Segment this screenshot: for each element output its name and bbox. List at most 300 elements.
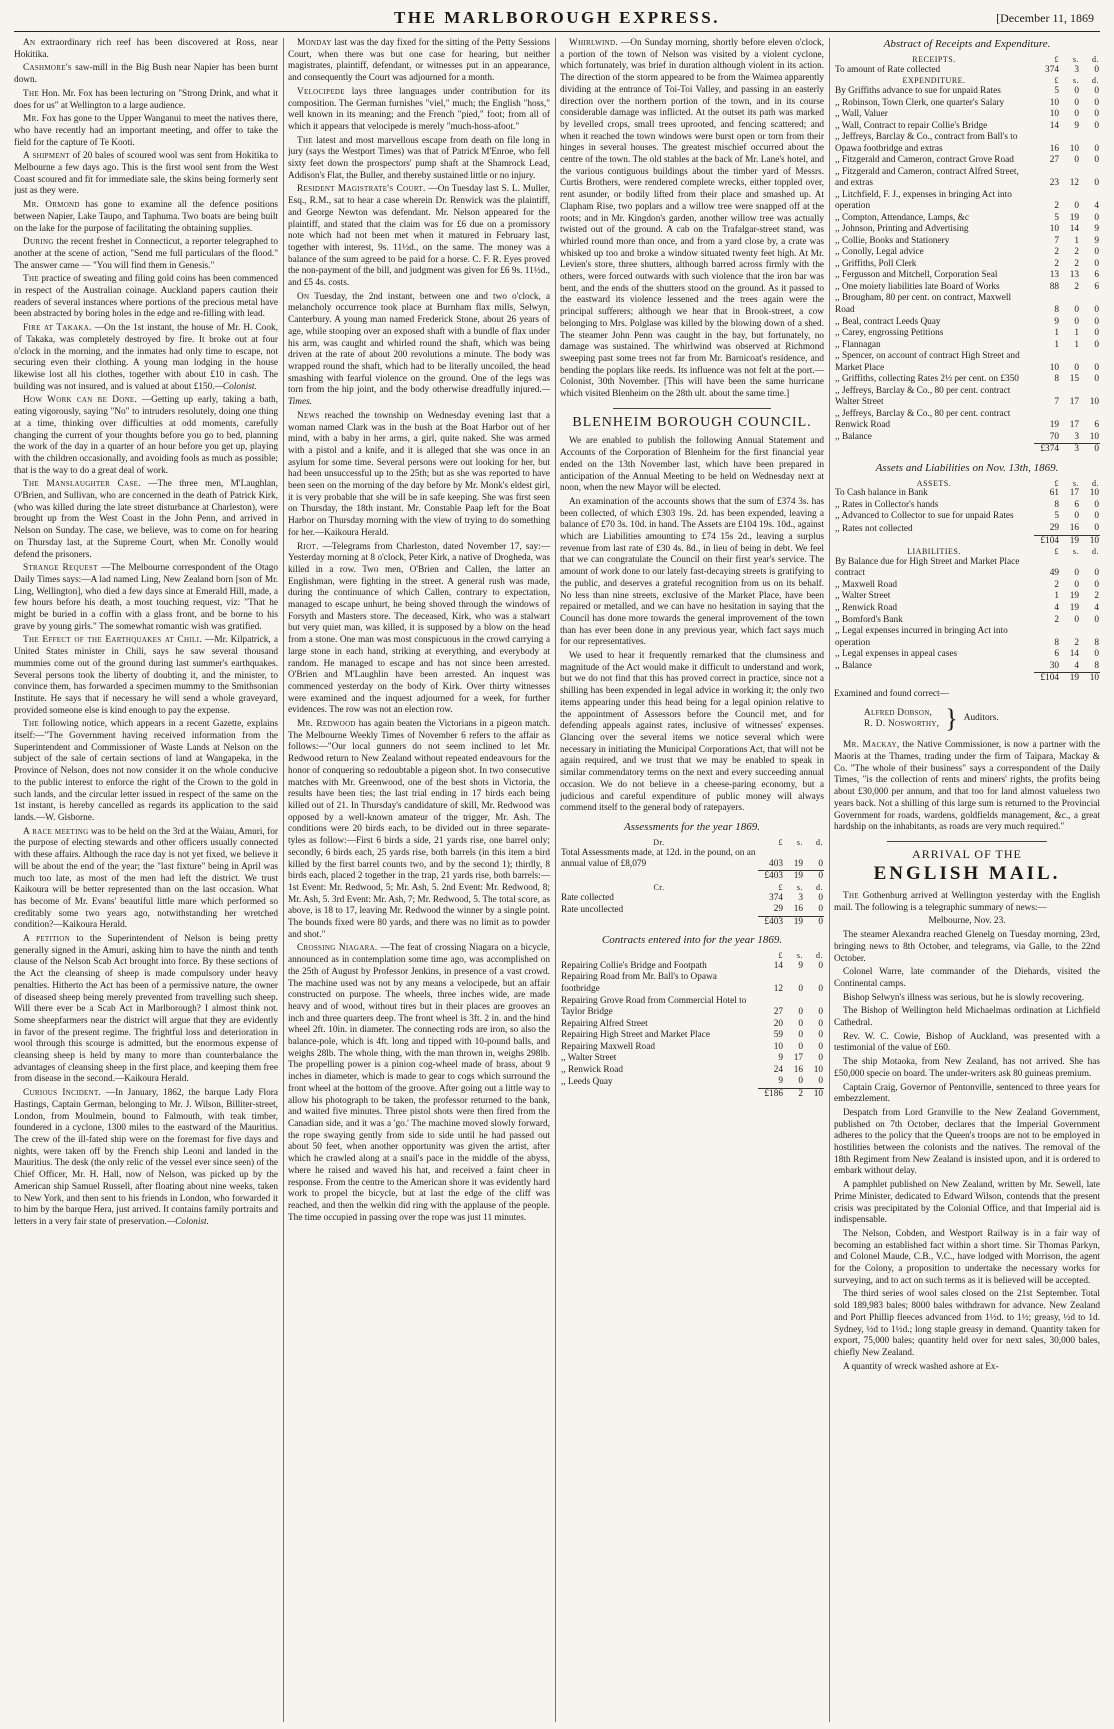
account-label: ,, Legal expenses incurred in bringing Act into operation [835,626,1008,648]
account-label: ,, Jeffreys, Barclay & Co., 80 per cent. contract Renwick Road [835,408,1011,431]
lsd-header: d. [816,837,823,847]
credit-header [560,883,824,893]
article-paragraph [14,635,278,717]
article-paragraph [288,292,550,409]
pounds-value: 374 [1045,64,1059,75]
lsd-header: £ [778,837,783,847]
article-paragraph [288,184,550,289]
lsd-header: s. [1072,76,1079,86]
account-label: ,, Griffiths, collecting Rates 2½ per cent. on £350 [835,374,1019,385]
account-row [834,580,1100,592]
account-row [834,259,1100,271]
shillings-value: 2 [1074,281,1079,292]
account-label: Repairing Alfred Street [561,1018,648,1029]
pounds-value: 29 [1049,523,1059,533]
newspaper-title: THE MARLBOROUGH EXPRESS. [394,8,720,27]
pounds-value: 13 [1049,270,1059,281]
shillings-value: 19 [784,871,804,883]
account-row [560,1030,824,1042]
pounds-value: 20 [773,1018,783,1029]
shillings-value: 0 [798,1041,803,1052]
account-label: ,, Fitzgerald and Cameron, contract Grove Road [835,155,1014,166]
pounds-value: 61 [1049,488,1059,499]
lsd-header: £ [1054,54,1059,64]
account-row [834,282,1100,294]
account-label: Total Assessments made, at 12d. in the pound, on an annual value of £8,079 [561,847,756,870]
pounds-value: 59 [773,1030,783,1041]
article-body: —The Melbourne correspondent of the Otago Daily Times says:—A lad named Ling, New Zealand born [son of Mr. Ling, Wellington], who died a few days since at Emerald Hill, made, a few hours before his death, a most touching request, viz: "That he might be buried in a coffin with a glass front, and be borne to his grave by young girls." The somewhat romantic wish was gratified. [14,563,278,632]
liabilities-table [834,547,1100,685]
article-body: —In January, 1862, the barque Lady Flora Hastings, Captain German, belonging to Mr. J. Wilson, Billiter-street, London, from Moulmein, bound to Falmouth, with teak timber, foundered in a cyclone, 1300 miles to the eastward of the Mauritius. The crew of the ill-fated ship were on the foremast for five days and nights, were taken off by the French ship Leoni and landed in the Mauritius. The desk (the only relic of the vessel ever since seen) of the Chief Officer, Mr. H. Hall, now of Nelson, was picked up by the American ship Samuel Russell, after floating about nine weeks, taken to New York, and then sent to his friends in London, who forwarded it to him by the barque Hera, just arrived. It contains family portraits and letters in a very fair state of preservation. [14,1088,278,1227]
shillings-value: 0 [1074,109,1079,120]
pounds-value: £374 [1034,444,1060,456]
article-body: lays three languages under contribution for its composition. The German furnishes "viel," much; the English "hoss," well known in its meaning; and the French "pied," foot; from all of which it appears that velocipede is merely "much-hoss-afoot." [288,86,550,132]
shillings-value: 19 [1060,535,1080,547]
account-row [560,916,824,928]
pounds-value: 403 [769,858,783,869]
article-lead: Fire at Takaka. [23,323,92,334]
account-row [834,661,1100,673]
article-paragraph [834,1057,1100,1080]
pence-value: 0 [1094,304,1099,315]
section-label: Dr. [653,837,665,847]
shillings-value: 2 [1074,637,1079,648]
pounds-value: 19 [1049,420,1059,431]
article-paragraph: An examination of the accounts shows that the sum of £374 3s. has been collected, of which £303 19s. 2d. has been expended, leaving a balance of £70 3s. 10d. in hand. The Assets are £104 19s. 10d., against which are Liabilities amounting to £74 15s 2d., leaving a surplus revenue from last rate of £30 4s. 8d., in lieu of being in debt. We feel that we can congratulate the Council on their first year's service. The amount of work done to our lately fast-decaying streets is gratifying to the public, and deserves a grateful recognition from us on its behalf. No less than nine streets, exclusive of the Market Place, have been repaired or metalled, and we can have no hesitation in saying that the Council has done more towards the general improvement of the town than has ever been done in any previous year, which fact says much for our representatives. [560,496,824,648]
article-lead: Mr. Redwood [297,719,356,730]
article-body: to the Superintendent of Nelson is being pretty generally signed in the Amuri, asking him to have the ninth and tenth clause of the Nelson Scab Act brought into force. By these sections of the Act the cleansing of sheep is made compulsory under heavy penalties. Hitherto the Act has been of a permissive nature, the owner of diseased sheep being merely prevented from travelling such sheep. Will there ever be a Scab Act in Marlborough? I almost think not. Some sheepfarmers near the district will argue that they are evidently in favor of the present regime. The frightful loss and deterioration in wool through this scourge is admitted, but the enormous expense of cleansing sheep is held by many to more than counterbalance the advantages of cleansing sheep in the first place, and keeping them free from disease in the second.—Kaikoura Herald. [14,934,278,1085]
article-body: —Getting up early, taking a bath, eating vigorously, saying "No" to intruders resolutely, doing one thing at a time, thinking over difficulties at odd moments, carefully changing the current of your thoughts before you go to bed, planning the work of the day in a quarter of an hour before you get up, playing with the children occasionally, and avoiding fools as much as possible; that is the way to do a great deal of work. [14,395,278,476]
shillings-value: 0 [1074,362,1079,373]
pounds-value: 5 [1054,511,1059,522]
pence-value: 0 [1094,568,1099,579]
account-row [834,649,1100,661]
receipts-table [834,55,1100,76]
masthead [14,4,1100,32]
account-row [560,972,824,995]
article-lead: The [297,135,313,146]
pounds-value: 8 [1054,499,1059,510]
shillings-value: 0 [1074,201,1079,212]
article-body: A pamphlet published on New Zealand, written by Mr. Sewell, late Prime Minister, dedicated to Edward Wilson, contends that the present crisis was precipitated by the Colonial Office, and that Imperial aid is indispensable. [834,1180,1100,1226]
article-body: Melbourne, Nov. 23. [928,916,1006,927]
pence-value: 0 [818,1053,823,1064]
column-3 [560,38,824,1722]
article-body: Gothenburg arrived at Wellington yesterday with the English mail. The following is a telegraphic summary of news:— [834,890,1100,913]
article-paragraph [14,89,278,112]
shillings-value: 17 [1069,488,1079,499]
account-row [834,591,1100,603]
lsd-header: s. [1072,547,1079,557]
pounds-value: £403 [758,871,784,883]
article-paragraph [834,1083,1100,1106]
pounds-value: 9 [1054,316,1059,327]
article-lead: Cashmore's [23,63,72,74]
english-mail-heading: ENGLISH MAIL. [873,863,1061,885]
abstract-title: Abstract of Receipts and Expenditure. [883,38,1051,50]
pence-value: 4 [1094,201,1099,212]
article-paragraph [834,916,1100,928]
pence-value: 8 [1094,637,1099,648]
pounds-value: 24 [773,1064,783,1075]
account-row [834,293,1100,316]
article-body: has gone to examine all the defence positions between Napier, Lake Taupo, and Taphuma. Two boats are being built on the lake for the purpose of facilitating the obtaining supplies. [14,200,278,234]
article-lead: The [843,890,859,901]
article-lead: On [297,291,310,302]
lsd-header: d. [1092,76,1099,86]
pence-value: 0 [1094,614,1099,625]
account-row [834,155,1100,167]
account-label [560,871,758,883]
account-label: ,, Wall, Contract to repair Collie's Bridge [835,120,988,131]
account-row [834,224,1100,236]
shillings-value: 0 [1074,155,1079,166]
shillings-value: 2 [1074,258,1079,269]
pence-value: 10 [1089,488,1099,499]
section-label: RECEIPTS. [912,54,956,64]
account-label: ,, Walter Street [835,591,891,602]
shillings-value: 1 [1074,235,1079,246]
article-body: —On Tuesday last S. L. Muller, Esq., R.M., sat to hear a case wherein Dr. Renwick was the plaintiff, and George Newton was defendant. Mr. Nelson appeared for the plaintiff, and stated that the claim was for £6 due on a promissory note which had not been met when it matured in February last, together with interest, 9s. 11½d., on the same. The money was a balance of the sum agreed to be paid for a horse. C. F. R. Eyes proved the non-payment of the bill, and judgment was given for £6 9s. 11½d., and £5 4s. costs. [288,184,550,289]
section-label [560,951,758,961]
account-row [560,848,824,871]
account-label [834,535,1034,547]
article-body: saw-mill in the Big Bush near Napier has been burnt down. [14,63,278,86]
shillings-value: 19 [1069,212,1079,223]
account-row [560,1065,824,1077]
shillings-value: 0 [1074,304,1079,315]
article-body: reached the township on Wednesday evening last that a woman named Clark was in the bush at the Boat Harbor out of her mind, with a baby in her arms, a girl, quite naked. She was armed with a pistol and a knife, and it is alleged that she was once in an asylum for some time. Several persons were out looking for her, but had been unsuccessful up to the 25th; but as she was reported to have been seen on the morning of the day before by Mr. Monk's eldest girl, it is very probable that she will be in safe keeping. She was first seen on Thursday, the 18th instant. Mr. Constable Paap left for the Boat Harbor on Thursday morning with the view of trying to do something for her.—Kaikoura Herald. [288,410,550,538]
lsd-header: s. [1072,478,1079,488]
article-paragraph [14,200,278,235]
shillings-value: 19 [1069,591,1079,602]
shillings-value: 3 [1074,64,1079,75]
account-row [834,535,1100,547]
shillings-value: 2 [1074,247,1079,258]
lsd-header: d. [816,951,823,961]
expenditure-header [834,76,1100,86]
lsd-header: d. [816,882,823,892]
account-row [560,961,824,973]
article-lead: The [23,88,39,99]
article-lead: Mr. Mackay, [843,740,900,751]
pounds-value: 2 [1054,201,1059,212]
pounds-value: 1 [1054,328,1059,339]
account-row [834,247,1100,259]
article-paragraph [14,38,278,61]
pence-value: 9 [1094,235,1099,246]
pounds-value: 7 [1054,397,1059,408]
shillings-value: 17 [1069,397,1079,408]
shillings-value: 0 [1074,97,1079,108]
article-paragraph: We are enabled to publish the following Annual Statement and Accounts of the Corporation of Blenheim for the first financial year ended on the 13th November last, which have been prepared in anticipation of the Annual Meeting to be held on Wednesday next at noon, when the new Mayor will be elected. [560,436,824,494]
article-body: last was the day fixed for the sitting of the Petty Sessions Court, when there was but one case for hearing, but neither magistrates, plaintiff, defendant, or witnesses put in an appearance, and consequently the Court was adjourned for a month. [288,38,550,84]
lsd-header: s. [1072,54,1079,64]
shillings-value: 4 [1074,660,1079,671]
shillings-value: 0 [1074,316,1079,327]
article-lead: A petition [23,934,71,945]
shillings-value: 16 [793,904,803,915]
account-label: ,, Collie, Books and Stationery [835,235,950,246]
lsd-header: d. [1092,478,1099,488]
article-lead: Whirlwind. [569,38,618,48]
account-label: Repairing Maxwell Road [561,1041,655,1052]
article-source: —Colonist. [166,1216,209,1227]
shillings-value: 17 [1069,420,1079,431]
article-lead: Velocipede [297,86,345,97]
pence-value: 8 [1094,660,1099,671]
account-label: By Griffiths advance to sue for unpaid Rates [835,86,1001,97]
lsd-header: £ [778,882,783,892]
section-label: ASSETS. [916,478,952,488]
account-label: ,, Compton, Attendance, Lamps, &c [835,212,970,223]
article-body: has again beaten the Victorians in a pigeon match. The Melbourne Weekly Times of November 6 refers to the affair as follows:—"Our local gunners do not seem inclined to let Mr. Redwood return to New Zealand without repeated endeavours for the honor of conquering so redoubtable a pigeon shot. In two consecutive matches with Mr. Greenwood, one of the best shots in Victoria, the results have been ties; the last trial ending in 17 birds each being killed out of 21. In Thursday's candidature of skill, Mr. Redwood was opposed by a well-known amateur of the trigger, Mr. Ash. The conditions were 20 birds each, to be divided out in three separate-tyles as follow:—First 6 birds a side, 21 yards rise, one barrel only; secondly, 6 birds each, 25 yards rise, both barrels (in this item a bird killed by the first barrel counts two, and by the second 1); thirdly, 8 birds each, placed 2 together in the trap, 21 yards rise, both barrels:—1st Event: Mr. Redwood, 5; Mr. Ash, 5. 2nd Event: Mr. Redwood, 8; Mr. Ash, 5. 3rd Event: Mr. Ash, 7; Mr. Redwood, 5. The total score, as above, is 18 to 17, leaving Mr. Redwood the winner by a single point. The bounds fixed were 80 yards, and there was no limit as to powder and shot." [288,719,550,940]
article-body: The Nelson, Cobden, and Westport Railway is in a fair way of becoming an established fact within a short time. Sir Thomas Parkyn, and Colonel Maude, C.B., V.C., have lodged with Morrison, the agent for the Colony, a proposition to undertake the necessary works for surveying, and to act on such terms as it is believed will be accepted. [834,1228,1100,1286]
pounds-value: 10 [1049,224,1059,235]
pence-value: 0 [818,904,823,915]
article-paragraph [834,1362,1100,1374]
article-paragraph [834,740,1100,834]
account-row [834,615,1100,627]
account-row [834,65,1100,77]
article-paragraph [14,1088,278,1228]
auditor-name: R. D. Nosworthy, [864,719,940,730]
shillings-value: 10 [1069,143,1079,154]
article-lead: How Work can be Done. [23,395,138,406]
account-label: ,, One moiety liabilities late Board of Works [835,281,1000,292]
pence-value: 0 [1094,120,1099,131]
account-label: ,, Fitzgerald and Cameron, contract Alfred Street, and extras [835,166,1019,189]
article-body: Tuesday, the 2nd instant, between one and two o'clock, a melancholy occurrence took place at Burnham flax mills, Selwyn, Canterbury. A young man named Frederick Stone, about 26 years of age, while stooping over an exposed shaft with a bundle of flax under his arm, was caught and whirled round the shaft, which was being driven at the rate of about 200 revolutions a minute. The body was wrapped round the shaft, which had to be literally uncoiled, the head smashing with fearful violence on the ground. One of the legs was torn from the hip joint, and the body otherwise dreadfully injured. [288,291,550,396]
account-label: ,, Robinson, Town Clerk, one quarter's Salary [835,97,1005,108]
pounds-value: 7 [1054,235,1059,246]
lsd-header: s. [796,882,803,892]
article-lead: Resident Magistrate's Court. [297,184,426,195]
expenditure-table [834,76,1100,455]
column-4 [834,38,1100,1722]
account-label: ,, Legal expenses in appeal cases [835,649,958,660]
pounds-value: 30 [1049,660,1059,671]
account-label: ,, Rates not collected [835,523,913,534]
assessments-title: Assessments for the year 1869. [624,820,760,833]
account-row [834,444,1100,456]
pounds-value: 5 [1054,212,1059,223]
pounds-value: 5 [1054,86,1059,97]
receipts-header [834,55,1100,65]
article-body: —The feat of crossing Niagara on a bicycle, announced as in contemplation some time ago, was accomplished on the 25th of August by Professor Jenkins, in presence of a vast crowd. The machine used was not by any means a velocipede, but an affair constructed on purpose. The wheels, three inches wide, are made heavy and of wood, without tires but in their places are grooves an inch and three quarters deep. The front wheel is 3ft. 2 in. and the hind wheel 2ft. 10in. in diameter. The connecting rods are iron, so also the balance-pole, which is 4ft. long and tipped with 10-pound balls, and weighs 28lb. The whole thing, with the man thrown in, weighs 298lb. The propelling power is a pinion cog-wheel made of brass, about 9 inches in diameter, which is made to gear to cogs which surround the front wheel at the bottom of the groove. After going out a little way to allow his photograph to be taken, the professor returned to the bank, and waited five minutes. Three pistol shots were then fired from the Canadian side, and it was a 'go.' The machine moved slowly forward, the rope swaying gently from side to side until he had passed out about 50 feet, when another opportunity was given the artist, after which he crawled along at a snail's pace in the middle of the abyss, where he raised and waved his hat, and received a faint cheer in response. From the centre to the American shore it was evidently hard work to propel the bicycle, but at last the edge of the cliff was reached, and then the welkin did ring with the applause of the people. The time occupied in passing over the rope was just 11 minutes. [288,943,550,1223]
account-label [834,673,1034,685]
article-paragraph [834,930,1100,965]
article-paragraph [14,63,278,86]
pence-value: 0 [1094,247,1099,258]
account-row [834,190,1100,213]
pounds-value: 49 [1049,568,1059,579]
pence-value: 0 [1094,86,1099,97]
account-row [834,374,1100,386]
article-lead: A race meeting [23,826,89,837]
account-label: ,, Johnson, Printing and Advertising [835,224,969,235]
shillings-value: 3 [1060,444,1080,456]
pounds-value: 4 [1054,603,1059,613]
lsd-header: £ [1054,547,1059,557]
column-1 [14,38,278,1722]
article-paragraph [834,1108,1100,1178]
shillings-value: 0 [798,1018,803,1029]
pence-value: 4 [1094,603,1099,613]
article-lead: Strange Request [23,563,98,574]
account-label: ,, Advanced to Collector to sue for unpaid Rates [835,511,1014,522]
shillings-value: 17 [793,1053,803,1064]
pounds-value: 70 [1049,431,1059,442]
article-body: —On the 1st instant, the house of Mr. H. Cook, of Takaka, was completely destroyed by fire. It broke out at four o'clock in the morning, and the inmates had only time to escape, not securing even their clothing. A young man lodging in the house likewise lost all his clothes, together with about £10 in cash. The building was not insured, and is valued at about £150. [14,323,278,392]
pence-value: 0 [818,1076,823,1087]
shillings-value: 0 [798,1076,803,1087]
pounds-value: 16 [1049,143,1059,154]
pounds-value: 9 [778,1076,783,1087]
pence-value: 6 [1094,281,1099,292]
article-paragraph [834,891,1100,914]
shillings-value: 6 [1074,499,1079,510]
article-body: of 20 bales of scoured wool was sent from Hokitika to Melbourne a few days ago. This is the first wool sent from the West Coast scoured and fit for immediate sale, the skins being formerly sent just as they were. [14,151,278,197]
pence-value: 0 [1094,316,1099,327]
article-paragraph [560,38,824,401]
account-row [834,500,1100,512]
section-label: EXPENDITURE. [902,76,966,86]
article-lead: Crossing Niagara. [297,943,378,954]
account-label: ,, Leeds Quay [561,1076,613,1087]
pence-value: 0 [1094,109,1099,120]
section-divider [613,408,771,409]
shillings-value: 16 [793,1064,803,1075]
contracts-title: Contracts entered into for the year 1869. [601,934,783,947]
pence-value: 0 [1094,339,1099,350]
account-row [834,351,1100,374]
account-label [834,444,1034,456]
account-row [834,557,1100,580]
account-label: ,, Balance [835,432,872,443]
pence-value: 6 [1094,420,1099,431]
article-lead: Curious Incident. [23,1088,102,1099]
article-paragraph [14,151,278,198]
shillings-value: 2 [784,1088,804,1100]
assets-table [834,479,1100,547]
account-label: ,, Walter Street [561,1053,617,1064]
article-body: Captain Craig, Governor of Pentonville, sentenced to three years for embezzlement. [834,1082,1100,1105]
pounds-value: 374 [769,892,783,903]
article-body: The Bishop of Wellington held Michaelmas ordination at Lichfield Cathedral. [834,1006,1100,1029]
article-lead: During [23,237,54,248]
account-label: ,, Maxwell Road [835,579,897,590]
pence-value: 0 [1094,499,1099,510]
article-body: the recent freshet in Connecticut, a reporter telegraphed to another at the scene of action, "Send me full particulars of the flood." The answer came — "You will find them in Genesis." [14,237,278,271]
assessments-table [560,838,824,928]
article-lead: The Effect of the Earthquakes at Chili. [23,635,202,646]
pence-value: 0 [1094,579,1099,590]
pence-value: 10 [1089,431,1099,442]
pence-value: 10 [1080,535,1100,547]
pence-value: 0 [818,1030,823,1041]
account-label: ,, Conolly, Legal advice [835,247,924,258]
article-paragraph [288,719,550,941]
account-label: ,, Litchfield, F. J., expenses in bringing Act into operation [835,189,1012,212]
shillings-value: 1 [1074,339,1079,350]
account-row [834,523,1100,535]
pence-value: 0 [818,983,823,994]
article-paragraph [14,479,278,561]
article-paragraph [834,1032,1100,1055]
pence-value: 0 [1094,374,1099,385]
article-paragraph [288,136,550,183]
account-row [560,871,824,883]
account-label: To Cash balance in Bank [835,488,928,499]
account-label: ,, Bomford's Bank [835,614,903,625]
shillings-value: 3 [1074,431,1079,442]
article-body: —The three men, M'Laughlan, O'Brien, and Sullivan, who are concerned in the death of Patrick Kirk, (who was killed during the late street disturbance at Charleston), were brought up from the West Coast in the John Penn, and arrived in Nelson on Sunday. The case, we believe, was to come on for hearing on Thursday last, at the Supreme Court, when Mr. Conolly would defend the prisoners. [14,479,278,560]
account-row [834,432,1100,444]
pence-value: 0 [1094,143,1099,154]
issue-date: [December 11, 1869 [996,11,1094,25]
pounds-value: 2 [1054,258,1059,269]
shillings-value: 0 [1074,511,1079,522]
pounds-value: 23 [1049,178,1059,189]
shillings-value: 9 [798,960,803,971]
article-paragraph [14,237,278,272]
pence-value: 0 [818,1007,823,1018]
account-label: ,, Balance [835,661,872,672]
pounds-value: 29 [773,904,783,915]
article-paragraph [14,323,278,393]
article-body: Fox has gone to the Upper Wanganui to meet the natives there, who have recently had an important meeting, and offer to take the field for the capture of Te Kooti. [14,114,278,148]
account-row [560,1053,824,1065]
article-body: —Mr. Kilpatrick, a United States minister in Chili, says he saw several thousand mummies come out of the ground during last summer's earthquakes. Several persons took the liberty of doubting it, and the minister, to convince them, has forwarded a specimen mummy to the Smithsonian Institute. He says that if necessary he will send a whole graveyard, provided someone else is kind enough to pay the expense. [14,635,278,716]
account-row [834,98,1100,110]
account-row [834,270,1100,282]
pounds-value: 8 [1054,374,1059,385]
article-paragraph [288,38,550,85]
pounds-value: 27 [1049,155,1059,166]
pounds-value: 8 [1054,304,1059,315]
article-body: extraordinary rich reef has been discovered at Ross, near Hokitika. [14,38,278,60]
pounds-value: 6 [1054,649,1059,660]
account-row [834,167,1100,190]
account-label: By Balance due for High Street and Market Place contract [835,556,1020,579]
article-body: The steamer Alexandra reached Glenelg on Tuesday morning, 23rd, bringing news to 8th October, and telegrams, via Galle, to the 22nd October. [834,930,1100,964]
article-paragraph [14,719,278,824]
pounds-value: £104 [1034,673,1060,685]
pounds-value: £403 [758,916,784,928]
article-lead: The [23,274,39,285]
account-label: ,, Wall, Valuer [835,109,888,120]
pounds-value: 2 [1054,614,1059,625]
pounds-value: 2 [1054,247,1059,258]
account-row [834,213,1100,225]
article-body: —On Sunday morning, shortly before eleven o'clock, a portion of the town of Nelson was visited by a violent cyclone, which fortunately, was brief in duration although violent in its action. The direction of the storm appeared to be from the Waimea apparently dividing at the entrance of Toi-Toi Valley, and passing in an easterly direction over the northern portion of the town, and in its course considerable damage was inflicted. At the outset its path was marked by levelled crops, small trees uprooted, and fencing scattered; and when it reached the town windows were burst open or torn from their hinges in several houses. The greatest mischief occurred about the centre of the town. The old stables at the back of Mr. Lane's hotel, and the various contiguous buildings about the timber yard of Messrs. Curtis Brothers, were rendered complete wrecks, either toppled over, rent asunder, or bodily lifted from their place and smashed up. At Clapham Rise, two poplars and a willow tree were snapped off at the roots; and in Mr. Kingdon's garden, another willow tree was actually twisted out of the ground. A cab on the Trafalgar-street stand, was whirled round more than once, and from a yard close by, a crate was whisked up too and broke a window situated twenty feet high. At Mr. Levien's store, three shutters, although barred across firmly with the others, were forced outwards with such violence that the iron bar was bent, and the ends of the shutters stood on the ground. As it passed to the eastward its violence lessened and the trees again were the principal sufferers; although we hear that in Brook-street, a cow belonging to Mrs. Polglase was killed by the blowing down of a shed. The steamer John Penn was caught in the bay, but fortunately, no damage was sustained. The whirlwind was observed at Richmond sweeping past some trees not far from Mr. Barnicoat's residence, and bending the poplars like reeds. Its influence was not felt at the port.—Colonist, 30th November. [This will have been the same hurricane which visited Blenheim on the 28th ult. about the same time.] [560,38,824,400]
article-body: Colonel Warre, late commander of the Diehards, visited the Continental camps. [834,967,1100,989]
article-paragraph [834,1006,1100,1029]
article-lead: The Manslaughter Case. [23,479,141,490]
article-source: —Colonist. [214,381,257,392]
account-label: ,, Renwick Road [835,603,897,613]
account-row [834,386,1100,409]
account-row [834,488,1100,500]
debit-header [560,838,824,848]
brace-glyph: } [945,704,958,734]
account-label: ,, Spencer, on account of contract High Street and Market Place [835,351,1020,373]
account-row [834,511,1100,523]
article-body: A quantity of wreck washed ashore at Ex- [843,1361,999,1372]
article-body: was to be held on the 3rd at the Waiau, Amuri, for the purpose of electing stewards and other officers usually connected with these affairs. Although the race day is not yet fixed, we believe it will be about the end of the year; the "last fixture" being in April was much too late, as most of the men had left the district. We trust Kaikoura will be better represented than on the last occasion. What has become of Mr. Evans' beautiful little mare which performed so creditably some two years ago, notwithstanding her wretched condition?—Kaikoura Herald. [14,826,278,931]
account-label [560,1088,758,1100]
